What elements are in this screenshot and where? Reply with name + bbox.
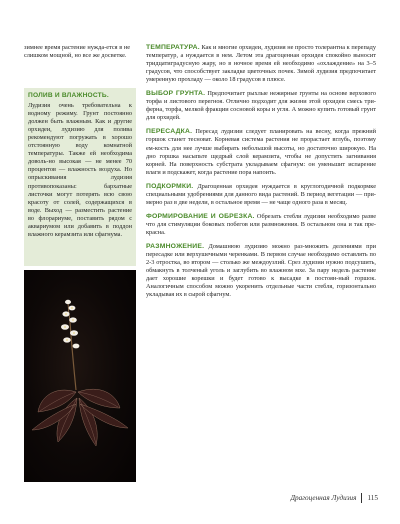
- running-title: Драгоценная Лудизия: [290, 494, 357, 502]
- section-feeding: [146, 183, 376, 207]
- section-title: ТЕМПЕРАТУРА.: [146, 44, 200, 51]
- section-text: Пересад лудизии следует планировать на весну, когда прежний горшок станет тесноват. Корневая система растения не прорастает вглубь, поэтому ем-кость для нее лучше выбирать небольшой высоты, но достаточно широкую. На дно горшка насыпьте щедрый слой керамзита, чтобы не допустить загнивания корней. На поверхность субстрата укладываем сфагнум: он уменьшит испарение влаги и подскажет, когда растение пора напоить.: [146, 128, 376, 176]
- section-text: Как и многие орхидеи, лудизия не просто толерантна к перепаду температур, а нуждается в нем. Летом эта драгоценная орхидея спокойно выносит тридцатиградусную жару, но в ночное время ей необходимо «охлаждение» на 3–5 градусов, что способствует закладке цветочных почек. Зимой лудизия предпочитает умеренную прохладу — около 18 градусов в плюсе.: [146, 44, 376, 84]
- footer-divider: [361, 493, 362, 503]
- section-title: ПОДКОРМКИ.: [146, 182, 194, 190]
- page-number: 115: [367, 494, 378, 502]
- section-title: ФОРМИРОВАНИЕ И ОБРЕЗКА.: [146, 212, 255, 220]
- left-top-paragraph: зимнее время растение нужда-ется в не слишком мощной, но все же досветке.: [24, 44, 130, 60]
- section-text: Драгоценная орхидея нуждается в круглогодичной подкормке специальными удобрениями для данного вида растений. В период вегетации — при-мерно раз в две недели, в остальное время — не чаще одного раза в месяц.: [146, 182, 376, 206]
- section-temperature: [146, 44, 376, 84]
- right-column: [146, 44, 376, 305]
- section-propagation: [146, 243, 376, 299]
- section-text: Обрезать стебли лудизии необходимо разве что для стимуляции боковых побегов или размножения. В остальном она и так пре-красна.: [146, 212, 376, 236]
- orchid-illustration: [24, 270, 136, 482]
- section-title: ПЕРЕСАДКА.: [146, 128, 193, 136]
- sidebar-text: Лудизия очень требовательна к водному режиму. Грунт постоянно должен быть влажным. Как и другие орхидеи, лудизию для полива рекомендуют погружать в хорошо отстоянную воду комнатной температуры. Также ей необходима доволь-но высокая — не менее 70 процентов — влажность воздуха. Но опрыскивания лудизия противопоказаны: бархатные листочки могут потерять всю свою красоту от солей, содержащихся в воде. Выход — разместить растение во флорариуме, поставить рядом с аквариумом или добавить в поддон влажного керамзита или сфагнума.: [28, 102, 132, 238]
- section-title: ВЫБОР ГРУНТА.: [146, 90, 206, 98]
- page-footer: [290, 493, 378, 503]
- section-text: Предпочитает рыхлые нежирные грунты на основе верхового торфа и листового перегноя. Отлично подходит для жизни этой орхидеи смесь три-ферна, торфа, мелкой фракции сосновой коры и угля. А можно купить готовый грунт для орхидей.: [146, 90, 376, 122]
- section-title: РАЗМНОЖЕНИЕ.: [146, 242, 205, 250]
- sidebar-title: ПОЛИВ И ВЛАЖНОСТЬ.: [28, 92, 109, 99]
- orchid-photo: [24, 270, 136, 482]
- sidebar-watering-humidity: [24, 88, 136, 266]
- section-pruning: [146, 213, 376, 237]
- section-soil: [146, 90, 376, 122]
- section-repotting: [146, 128, 376, 176]
- left-column: [24, 44, 132, 70]
- section-text: Домашнюю лудизию можно раз-множить делениями при пересадке или верхушечными черенками. В первом случае необходимо оставлять по 2-3 отростка, во втором — столько же междоузлий. Срез лудизии нужно подсушить, обмакнуть в толченый уголь и заглубить во влажном мхе. За пару недель растение дает хорошие корешки и будет готово к высадке в постоян-ный горшок. Аналогичным способом можно укоренить отдельные части стебля, горизонтально укладывая их в сырой сфагнум.: [146, 242, 376, 299]
